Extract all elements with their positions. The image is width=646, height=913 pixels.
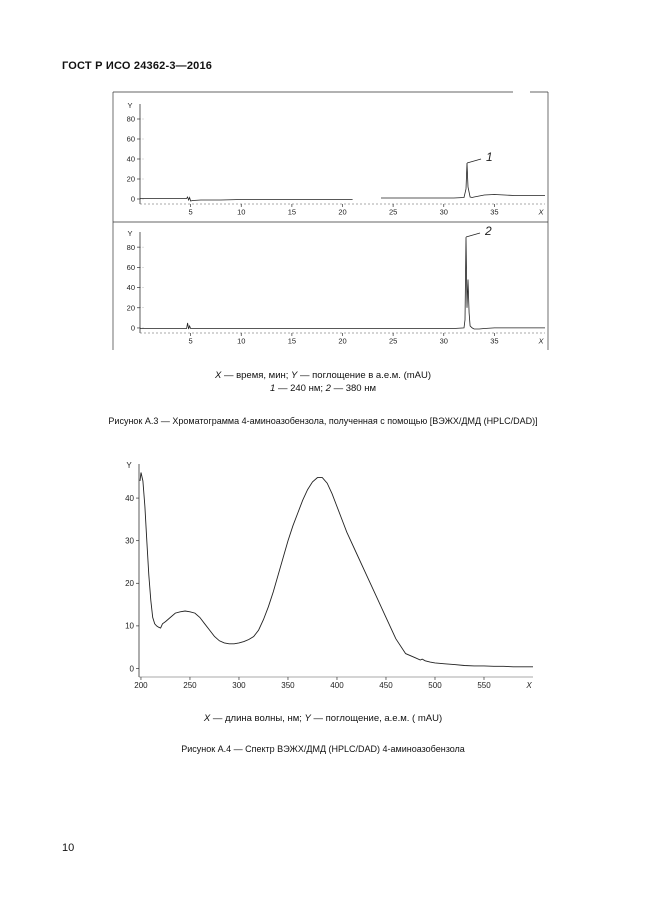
spectrum-figure — [0, 450, 646, 700]
chromatogram-top-panel — [127, 101, 545, 217]
x-tick-label: 10 — [237, 207, 246, 217]
series-line — [140, 163, 545, 201]
x-tick-label: 5 — [188, 336, 193, 346]
y-tick-label: 40 — [126, 283, 135, 293]
x-tick-label: 30 — [439, 207, 448, 217]
x-tick-label: 5 — [188, 207, 193, 217]
figure-a3-legend-line1 — [0, 370, 646, 381]
x-axis-label: X — [526, 681, 532, 690]
x-tick-label: 30 — [439, 336, 448, 346]
legend-x-text: — длина волны, нм; — [210, 713, 305, 724]
y-tick-label: 30 — [125, 536, 134, 546]
x-tick-label: 250 — [183, 681, 197, 690]
chromatogram-bottom-panel — [127, 224, 545, 345]
x-tick-label: 400 — [330, 681, 344, 690]
figure-a4-legend — [0, 713, 646, 724]
y-tick-label: 0 — [130, 194, 135, 204]
x-tick-label: 550 — [477, 681, 491, 690]
legend-x-symbol: X — [203, 713, 211, 724]
x-axis-label: X — [538, 336, 544, 346]
y-tick-label: 60 — [126, 262, 135, 272]
legend-curve2-symbol: 2 — [325, 383, 331, 394]
legend-x-text: — время, мин; — [221, 370, 292, 381]
y-tick-label: 10 — [125, 621, 134, 631]
page-number: 10 — [62, 842, 75, 854]
x-tick-label: 25 — [388, 207, 398, 217]
x-tick-label: 25 — [388, 336, 398, 346]
y-tick-label: 20 — [126, 174, 135, 184]
figure-a4-caption: Рисунок А.4 — Спектр ВЭЖХ/ДМД (HPLC/DAD) 4-аминоазобензола — [181, 744, 465, 754]
x-tick-label: 450 — [379, 681, 393, 690]
peak-annotation-2: 2 — [485, 224, 492, 239]
y-tick-label: 20 — [125, 579, 134, 589]
legend-x-symbol: X — [214, 370, 222, 381]
y-tick-label: 0 — [130, 323, 135, 333]
chromatogram-figure — [0, 0, 646, 380]
x-tick-label: 35 — [490, 336, 499, 346]
legend-y-symbol: Y — [304, 713, 311, 724]
legend-curve2-text: — 380 нм — [330, 383, 376, 394]
y-tick-label: 80 — [126, 114, 135, 124]
x-tick-label: 20 — [338, 336, 347, 346]
y-tick-label: 40 — [126, 154, 135, 164]
x-tick-label: 200 — [134, 681, 148, 690]
y-axis-label: Y — [127, 101, 133, 110]
y-axis-label: Y — [126, 461, 132, 470]
legend-curve1-symbol: 1 — [270, 383, 276, 394]
y-tick-label: 60 — [126, 134, 135, 144]
peak-annotation-1: 1 — [486, 150, 493, 164]
annotation-leader — [467, 159, 481, 163]
y-tick-label: 80 — [126, 242, 135, 252]
legend-y-text: — поглощение в а.е.м. (mAU) — [297, 370, 432, 381]
legend-curve1-text: — 240 нм; — [275, 383, 326, 394]
y-tick-label: 0 — [129, 664, 134, 674]
chromatogram-frame — [113, 92, 548, 350]
figure-a3-legend-line2 — [0, 383, 646, 394]
legend-y-symbol: Y — [291, 370, 298, 381]
y-tick-label: 40 — [125, 493, 134, 503]
series-line — [140, 237, 545, 329]
x-tick-label: 500 — [428, 681, 442, 690]
x-tick-label: 10 — [237, 336, 246, 346]
annotation-leader — [466, 233, 480, 237]
spectrum-panel — [125, 461, 533, 690]
y-tick-label: 20 — [126, 303, 135, 313]
legend-y-text: — поглощение, а.е.м. ( mAU) — [310, 713, 443, 724]
series-line — [140, 473, 533, 667]
x-tick-label: 15 — [287, 207, 297, 217]
y-axis-label: Y — [127, 229, 133, 238]
document-header: ГОСТ Р ИСО 24362-3—2016 — [62, 60, 213, 72]
x-axis-label: X — [538, 207, 544, 217]
x-tick-label: 300 — [232, 681, 246, 690]
x-tick-label: 20 — [338, 207, 347, 217]
x-tick-label: 15 — [287, 336, 297, 346]
x-tick-label: 350 — [281, 681, 295, 690]
x-tick-label: 35 — [490, 207, 499, 217]
figure-a3-caption: Рисунок А.3 — Хроматограмма 4-аминоазобензола, полученная с помощью [ВЭЖХ/ДМД (HPLC/DAD)] — [108, 416, 538, 426]
